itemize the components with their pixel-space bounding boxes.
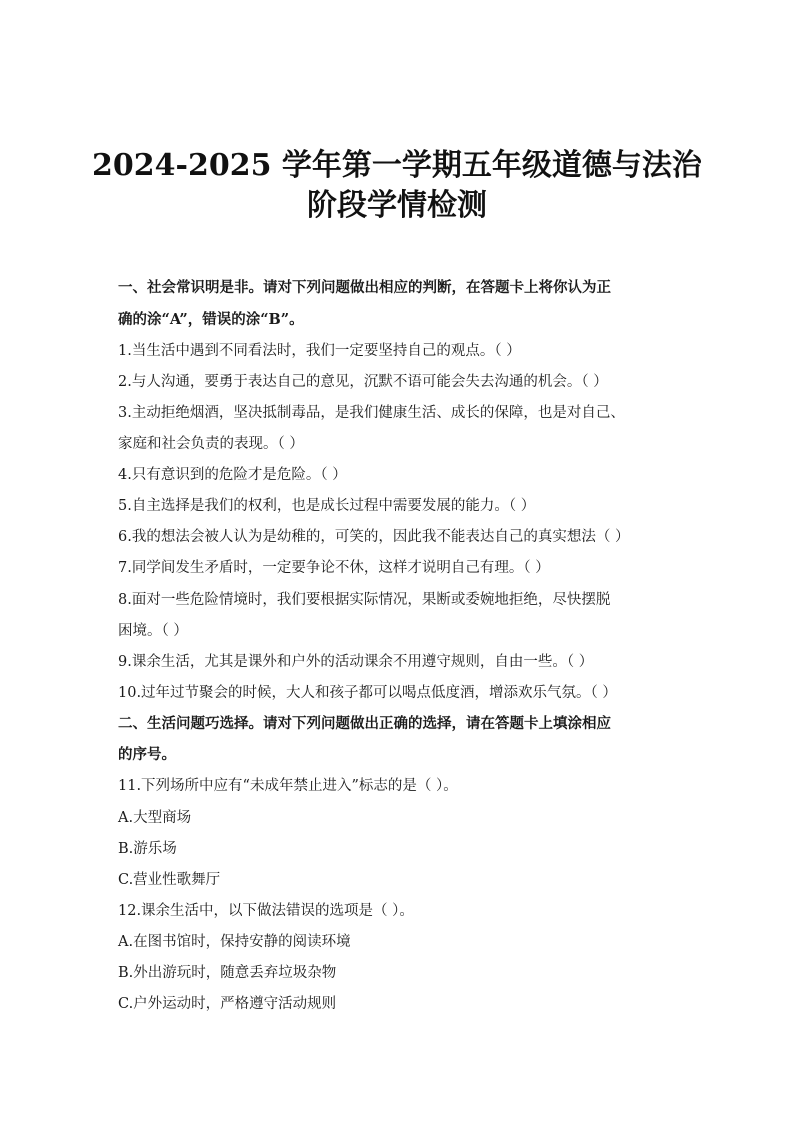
exam-title-line2: 阶段学情检测 (307, 188, 487, 223)
question-line: 3.主动拒绝烟酒，坚决抵制毒品，是我们健康生活、成长的保障，也是对自己、 (118, 405, 625, 421)
question-line: 家庭和社会负责的表现。（ ） (118, 436, 304, 452)
question-line: 11.下列场所中应有“未成年禁止进入”标志的是（ ）。 (118, 778, 458, 794)
option-line: A.在图书馆时，保持安静的阅读环境 (118, 934, 351, 950)
section2-heading: 二、生活问题巧选择。请对下列问题做出正确的选择，请在答题卡上填涂相应 (118, 715, 611, 732)
exam-title-line1: 2024-2025 学年第一学期五年级道德与法治 (92, 148, 702, 183)
question-line: 7.同学间发生矛盾时，一定要争论不休，这样才说明自己有理。（ ） (118, 560, 550, 576)
option-line: C.户外运动时，严格遵守活动规则 (118, 996, 337, 1012)
question-line: 12.课余生活中，以下做法错误的选项是（ ）。 (118, 903, 414, 919)
question-line: 2.与人沟通，要勇于表达自己的意见，沉默不语可能会失去沟通的机会。（ ） (118, 374, 608, 390)
question-line: 困境。（ ） (118, 623, 188, 639)
option-line: B.游乐场 (118, 841, 177, 857)
section1-heading-cont: 确的涂“A”，错误的涂“B”。 (118, 311, 304, 328)
question-line: 8.面对一些危险情境时，我们要根据实际情况，果断或委婉地拒绝，尽快摆脱 (118, 592, 611, 608)
option-line: C.营业性歌舞厅 (118, 872, 221, 888)
question-line: 10.过年过节聚会的时候，大人和孩子都可以喝点低度酒，增添欢乐气氛。（ ） (118, 685, 617, 701)
option-line: B.外出游玩时，随意丢弃垃圾杂物 (118, 965, 337, 981)
section2-heading-cont: 的序号。 (118, 746, 176, 763)
question-line: 6.我的想法会被人认为是幼稚的，可笑的，因此我不能表达自己的真实想法（ ） (118, 529, 630, 545)
question-line: 9.课余生活，尤其是课外和户外的活动课余不用遵守规则，自由一些。（ ） (118, 654, 594, 670)
question-line: 5.自主选择是我们的权利，也是成长过程中需要发展的能力。（ ） (118, 498, 536, 514)
question-line: 1.当生活中遇到不同看法时，我们一定要坚持自己的观点。（ ） (118, 343, 521, 359)
option-line: A.大型商场 (118, 810, 192, 826)
section1-heading: 一、社会常识明是非。请对下列问题做出相应的判断，在答题卡上将你认为正 (118, 279, 611, 296)
question-line: 4.只有意识到的危险才是危险。（ ） (118, 467, 347, 483)
